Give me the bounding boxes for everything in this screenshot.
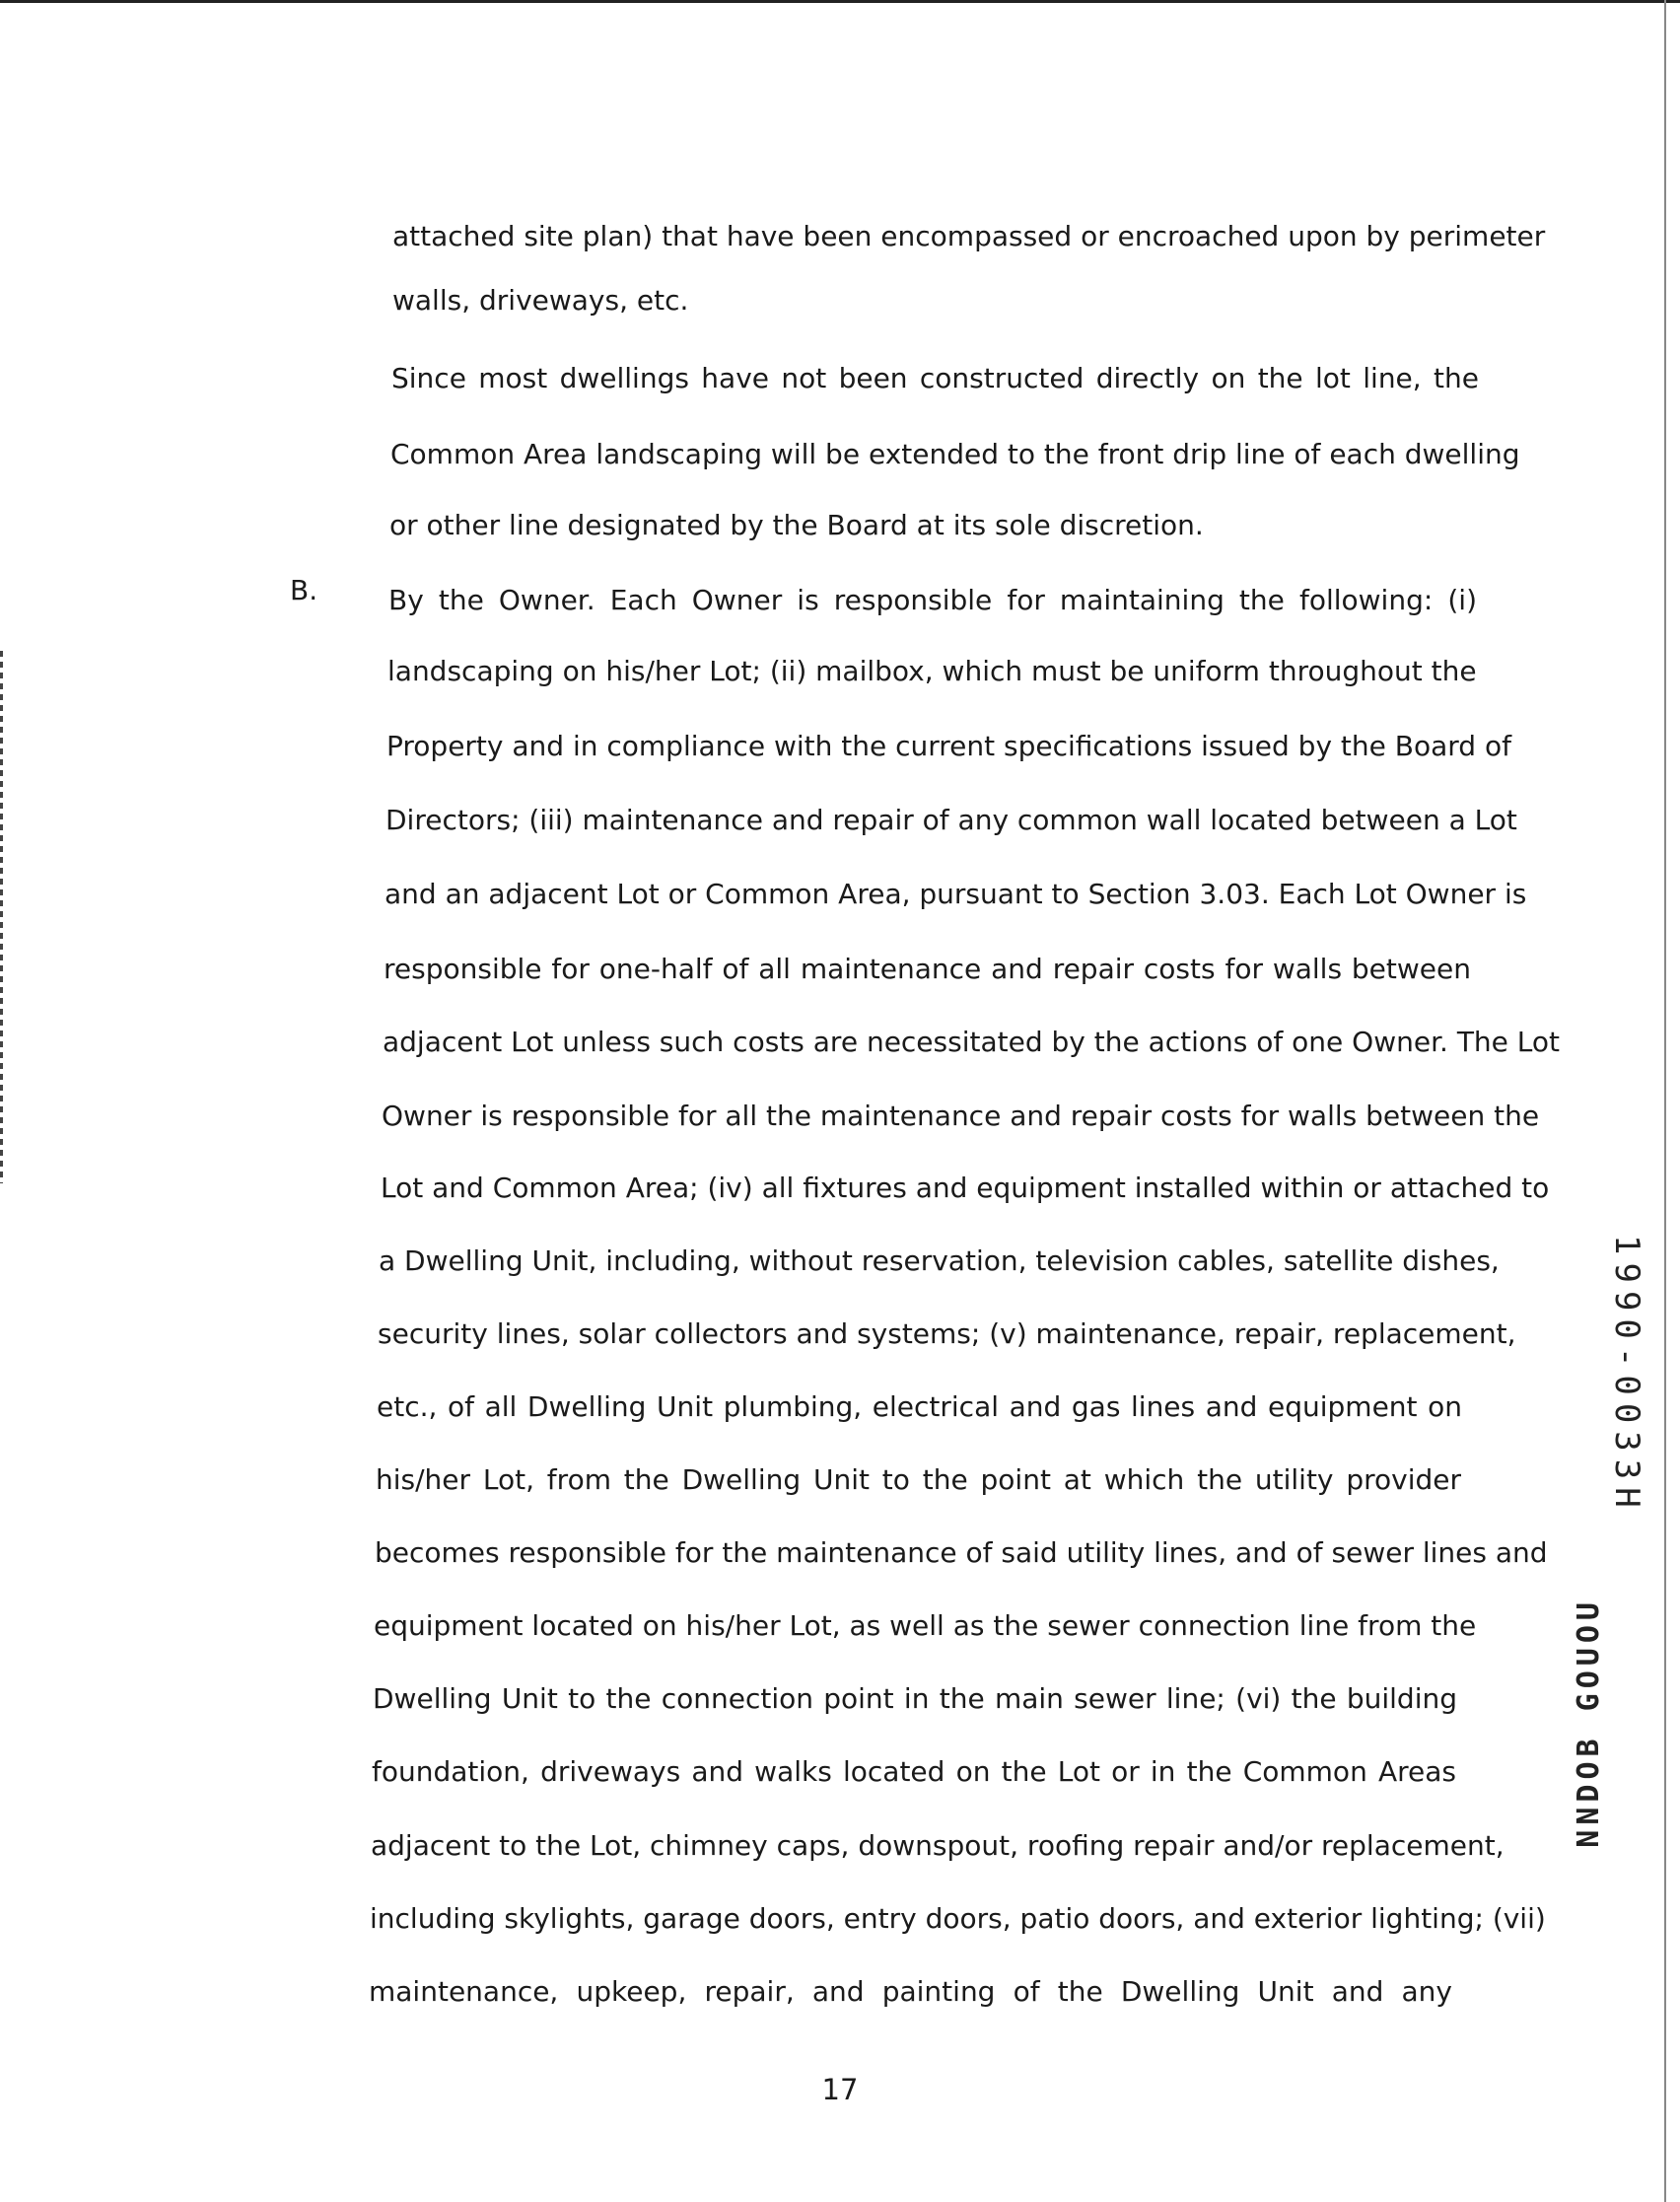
document-number-stamp: 1990-0033H [1607,1235,1646,1516]
text-line: Lot and Common Area; (iv) all fixtures and equipment installed within or attached to [381,1172,1550,1204]
text-line: maintenance, upkeep, repair, and painting of the Dwelling Unit and any [369,1975,1452,2008]
text-line: Property and in compliance with the current specifications issued by the Board of [386,730,1511,762]
text-line: foundation, driveways and walks located on the Lot or in the Common Areas [372,1755,1456,1788]
text-line: By the Owner. Each Owner is responsible for maintaining the following: (i) [388,584,1477,616]
page-top-edge [0,0,1680,3]
text-line: Common Area landscaping will be extended to the front drip line of each dwelling [390,438,1520,470]
text-line: adjacent to the Lot, chimney caps, downspout, roofing repair and/or replacement, [371,1829,1505,1862]
text-line: responsible for one-half of all maintenance and repair costs for walls between [384,953,1471,985]
text-line: a Dwelling Unit, including, without reservation, television cables, satellite dishes, [379,1244,1500,1277]
text-line: including skylights, garage doors, entry doors, patio doors, and exterior lighting; (vii) [370,1902,1546,1935]
scan-edge-mark [0,651,3,1183]
text-line: security lines, solar collectors and systems; (v) maintenance, repair, replacement, [378,1317,1516,1350]
text-line: etc., of all Dwelling Unit plumbing, electrical and gas lines and equipment on [377,1390,1462,1423]
text-line: equipment located on his/her Lot, as well as the sewer connection line from the [374,1609,1477,1642]
filing-code-stamp: NNDOB GOUOU [1572,1598,1606,1848]
text-line: and an adjacent Lot or Common Area, pursuant to Section 3.03. Each Lot Owner is [385,878,1527,910]
text-line: attached site plan) that have been encompassed or encroached upon by perimeter [392,220,1546,252]
text-line: becomes responsible for the maintenance of said utility lines, and of sewer lines and [375,1536,1548,1569]
text-line: Owner is responsible for all the maintenance and repair costs for walls between the [382,1100,1540,1132]
text-line: Directors; (iii) maintenance and repair of any common wall located between a Lot [385,804,1517,836]
page-number: 17 [821,2073,859,2106]
text-line: walls, driveways, etc. [392,284,689,317]
text-line: Dwelling Unit to the connection point in the main sewer line; (vi) the building [373,1682,1457,1715]
section-marker: B. [290,574,318,606]
text-line: Since most dwellings have not been constructed directly on the lot line, the [391,362,1479,394]
text-line: his/her Lot, from the Dwelling Unit to the point at which the utility provider [376,1463,1461,1496]
text-line: landscaping on his/her Lot; (ii) mailbox, which must be uniform throughout the [387,655,1477,687]
text-line: adjacent Lot unless such costs are necessitated by the actions of one Owner. The Lot [383,1026,1561,1058]
text-line: or other line designated by the Board at its sole discretion. [389,509,1204,541]
page-right-edge [1664,0,1666,2202]
